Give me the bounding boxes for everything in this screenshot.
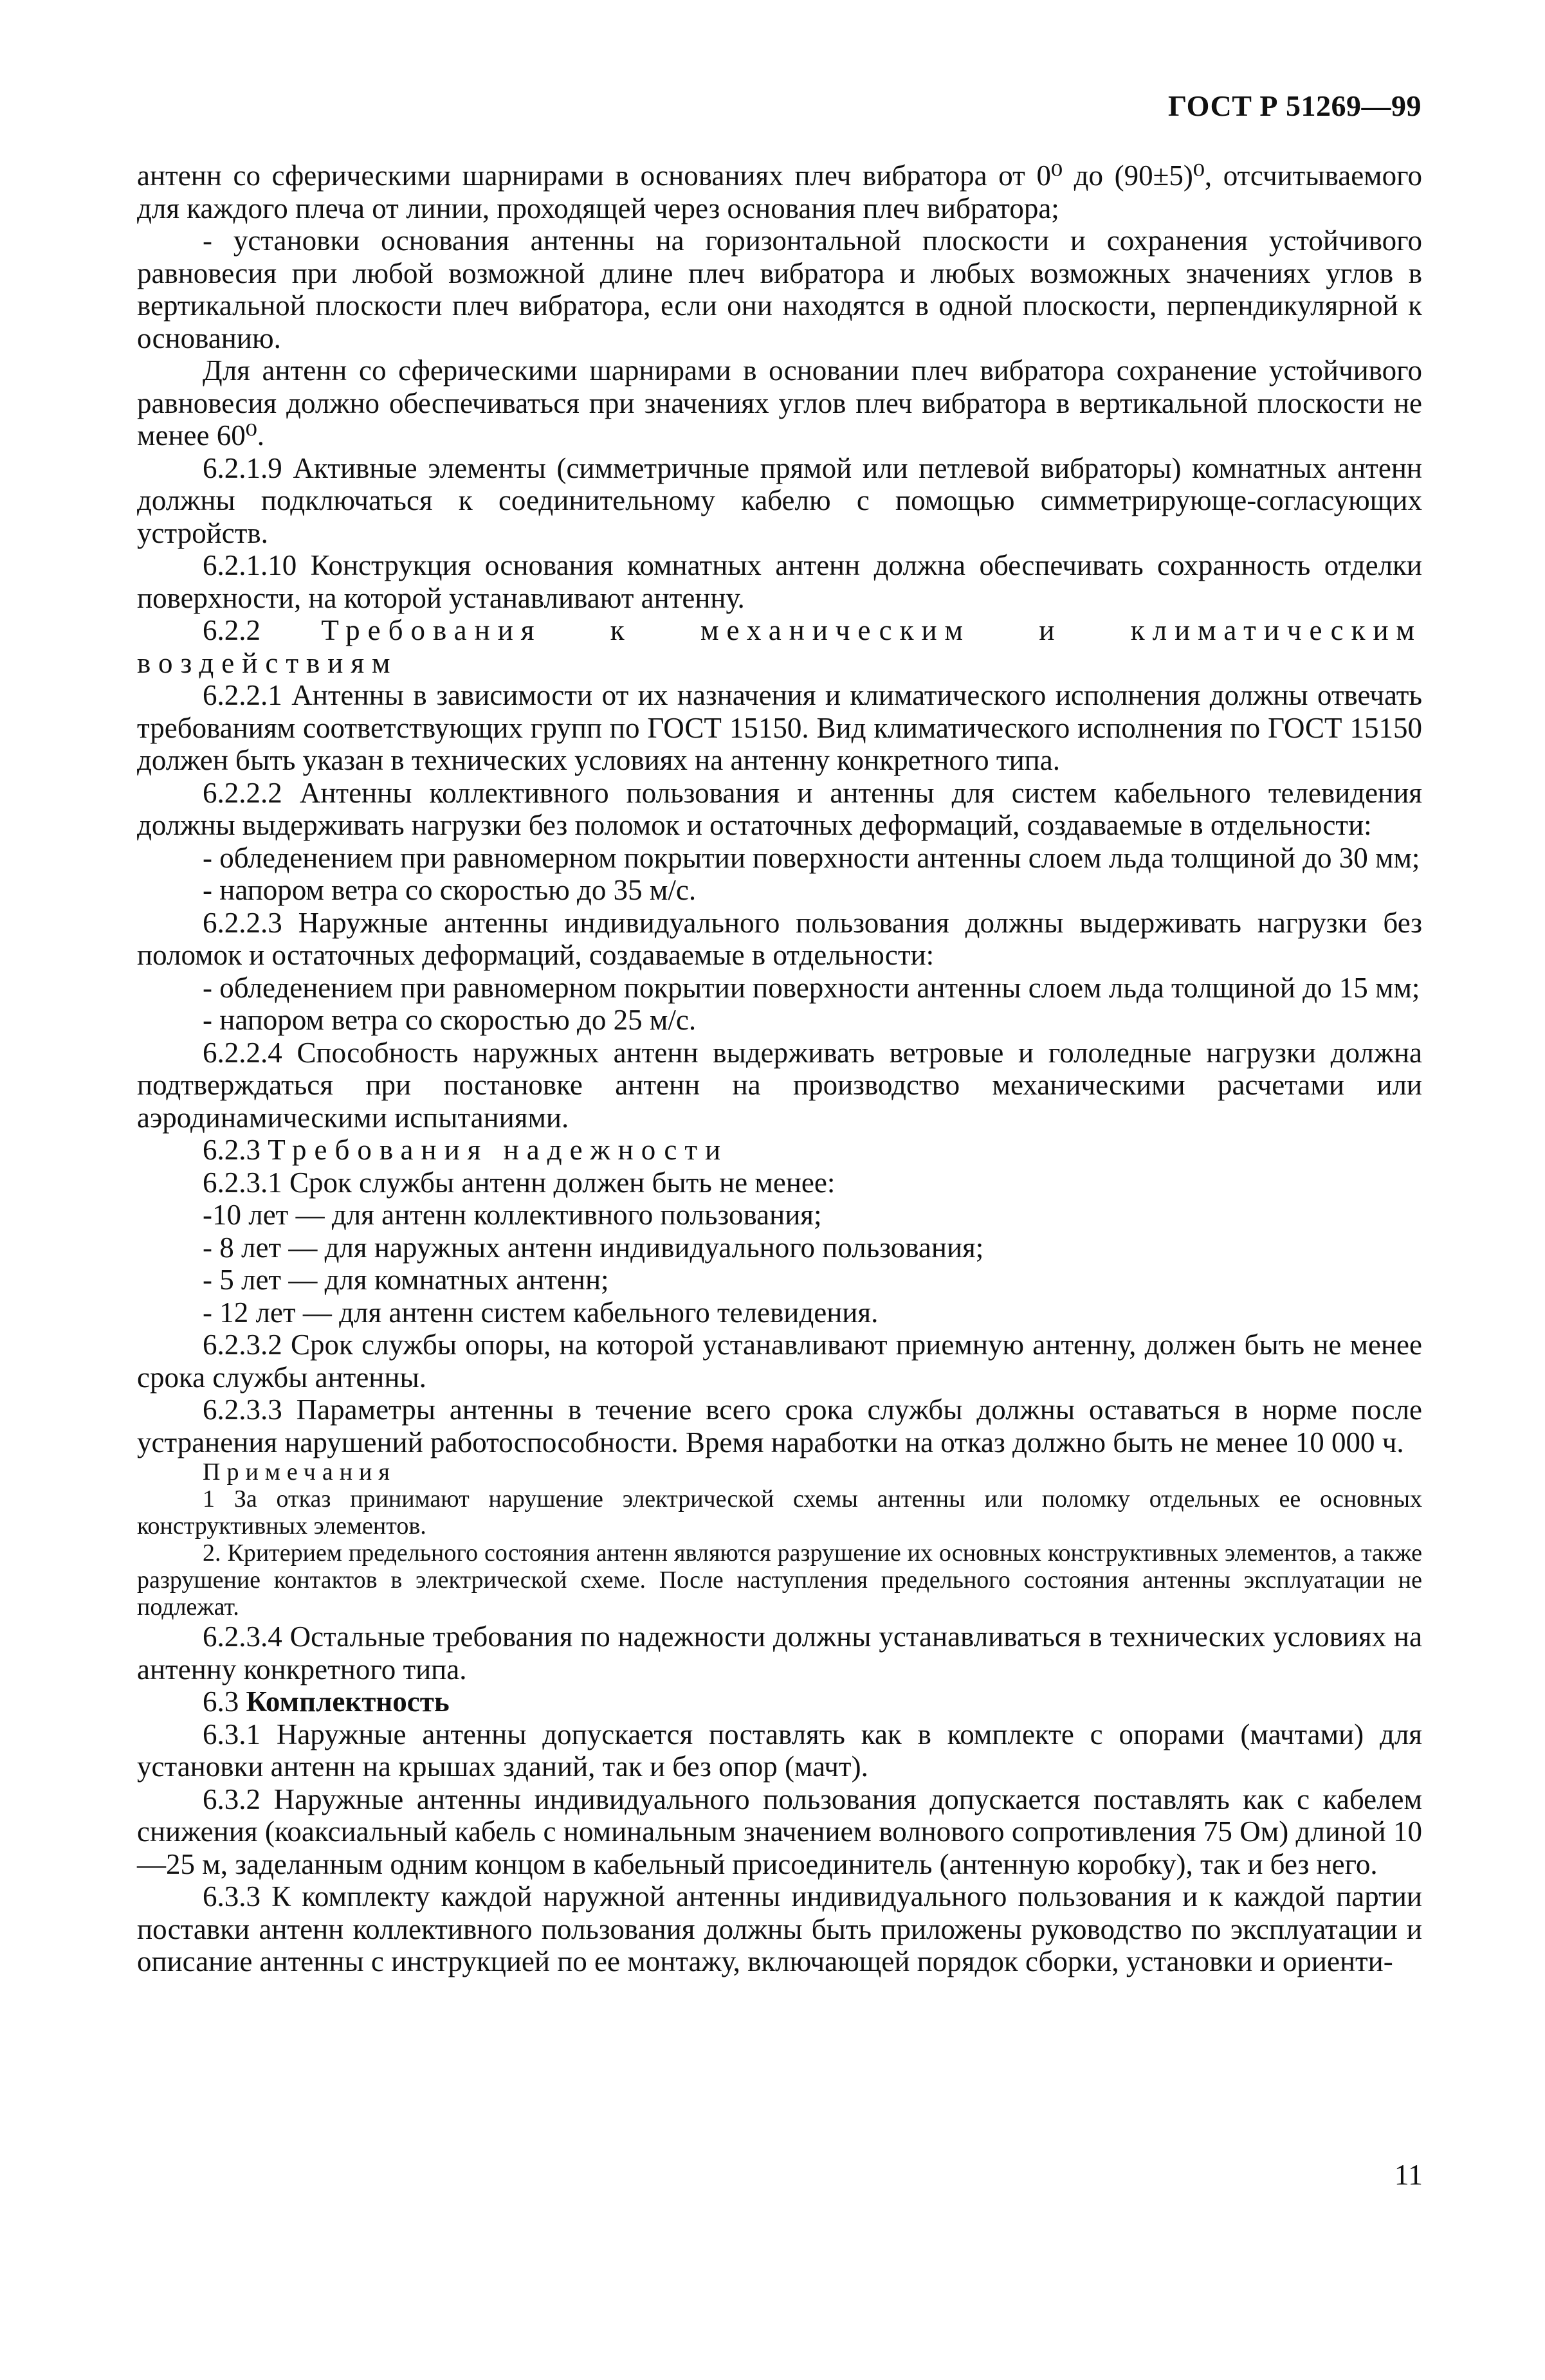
clause-6-2-3-2: 6.2.3.2 Срок службы опоры, на которой устанавливают приемную антенну, должен быть не менее срока службы антенны. — [137, 1329, 1422, 1394]
clause-6-2-1-10: 6.2.1.10 Конструкция основания комнатных антенн должна обеспечивать сохранность отделки поверхности, на которой устанавливают антенну. — [137, 549, 1422, 614]
clause-6-2-3-4: 6.2.3.4 Остальные требования по надежности должны устанавливаться в технических условиях на антенну конкретного типа. — [137, 1621, 1422, 1685]
section-number: 6.3 — [203, 1685, 239, 1718]
list-item-8-years: - 8 лет — для наружных антенн индивидуального пользования; — [203, 1231, 984, 1264]
section-heading-6-2-3 — [137, 1134, 1422, 1167]
notes-heading: Примечания — [203, 1458, 396, 1485]
clause-6-3-3: 6.3.3 К комплекту каждой наружной антенны индивидуального пользования и к каждой партии поставки антенн коллективного пользования должны быть приложены руководство по эксплуатации и описание антенны с инструкцией по ее монтажу, включающей порядок сборки, установки и ориенти- — [137, 1880, 1422, 1977]
list-item-10-years: -10 лет — для антенн коллективного пользования; — [203, 1199, 822, 1231]
section-title: Требования надежности — [268, 1134, 729, 1166]
list-item-5-years: - 5 лет — для комнатных антенн; — [203, 1264, 609, 1296]
section-title: Комплектность — [246, 1685, 450, 1718]
page-number: 11 — [1394, 2158, 1423, 2191]
clause-6-3-1: 6.3.1 Наружные антенны допускается поставлять как в комплекте с опорами (мачтами) для установки антенн на крышах зданий, так и без опор (мачт). — [137, 1718, 1422, 1783]
list-item-wind-25: - напором ветра со скоростью до 25 м/с. — [203, 1004, 697, 1036]
note-1: 1 За отказ принимают нарушение электрической схемы антенны или поломку отдельных ее основных конструктивных элементов. — [137, 1485, 1422, 1540]
notes-block — [137, 1458, 1422, 1621]
clause-6-2-2-1: 6.2.2.1 Антенны в зависимости от их назначения и климатического исполнения должны отвечать требованиям соответствующих групп по ГОСТ 15150. Вид климатического исполнения по ГОСТ 15150 должен быть указан в технических условиях на антенну конкретного типа. — [137, 679, 1422, 776]
section-heading-6-3 — [137, 1685, 1422, 1718]
clause-6-2-3-1: 6.2.3.1 Срок службы антенн должен быть не менее: — [203, 1166, 836, 1199]
document-body — [137, 159, 1422, 1978]
document-header-id: ГОСТ Р 51269—99 — [1168, 89, 1422, 122]
paragraph-spherical-hinges: Для антенн со сферическими шарнирами в основании плеч вибратора сохранение устойчивого равновесия должно обеспечиваться при значениях углов плеч вибратора в вертикальной плоскости не менее 60⁰. — [137, 354, 1422, 451]
clause-6-2-1-9: 6.2.1.9 Активные элементы (симметричные прямой или петлевой вибраторы) комнатных антенн должны подключаться к соединительному кабелю с помощью симметрирующе-согласующих устройств. — [137, 451, 1422, 549]
note-2: 2. Критерием предельного состояния антенн являются разрушение их основных конструктивных элементов, а также разрушение контактов в электрической схеме. После наступления предельного состояния антенны эксплуатации не подлежат. — [137, 1540, 1422, 1621]
section-number: 6.2.2 — [203, 614, 261, 646]
paragraph-continued: антенн со сферическими шарнирами в основаниях плеч вибратора от 0⁰ до (90±5)⁰, отсчитываемого для каждого плеча от линии, проходящей через основания плеч вибратора; — [137, 159, 1422, 224]
section-number: 6.2.3 — [203, 1134, 261, 1166]
clause-6-2-2-4: 6.2.2.4 Способность наружных антенн выдерживать ветровые и гололедные нагрузки должна подтверждаться при постановке антенн на производство механическими расчетами или аэродинамическими испытаниями. — [137, 1036, 1422, 1134]
list-item-ice-15mm: - обледенением при равномерном покрытии поверхности антенны слоем льда толщиной до 15 мм; — [203, 971, 1420, 1004]
list-item-12-years: - 12 лет — для антенн систем кабельного телевидения. — [203, 1296, 879, 1329]
section-heading-6-2-2 — [137, 614, 1422, 679]
list-item-wind-35: - напором ветра со скоростью до 35 м/с. — [203, 874, 697, 906]
section-title: Требования к механическим и климатическим воздействиям — [137, 614, 1423, 679]
list-item-ice-30mm: - обледенением при равномерном покрытии поверхности антенны слоем льда толщиной до 30 мм; — [203, 841, 1420, 874]
clause-6-2-2-2: 6.2.2.2 Антенны коллективного пользования и антенны для систем кабельного телевидения должны выдерживать нагрузки без поломок и остаточных деформаций, создаваемые в отдельности: — [137, 776, 1422, 841]
clause-6-2-2-3: 6.2.2.3 Наружные антенны индивидуального пользования должны выдерживать нагрузки без поломок и остаточных деформаций, создаваемые в отдельности: — [137, 906, 1422, 971]
clause-6-3-2: 6.3.2 Наружные антенны индивидуального пользования допускается поставлять как с кабелем снижения (коаксиальный кабель с номинальным значением волнового сопротивления 75 Ом) длиной 10—25 м, заделанным одним концом в кабельный присоединитель (антенную коробку), так и без него. — [137, 1783, 1422, 1880]
clause-6-2-3-3: 6.2.3.3 Параметры антенны в течение всего срока службы должны оставаться в норме после устранения нарушений работоспособности. Время наработки на отказ должно быть не менее 10 000 ч. — [137, 1394, 1422, 1458]
list-item-installation: - установки основания антенны на горизонтальной плоскости и сохранения устойчивого равновесия при любой возможной длине плеч вибратора и любых возможных значениях углов в вертикальной плоскости плеч вибратора, если они находятся в одной плоскости, перпендикулярной к основанию. — [137, 224, 1422, 354]
